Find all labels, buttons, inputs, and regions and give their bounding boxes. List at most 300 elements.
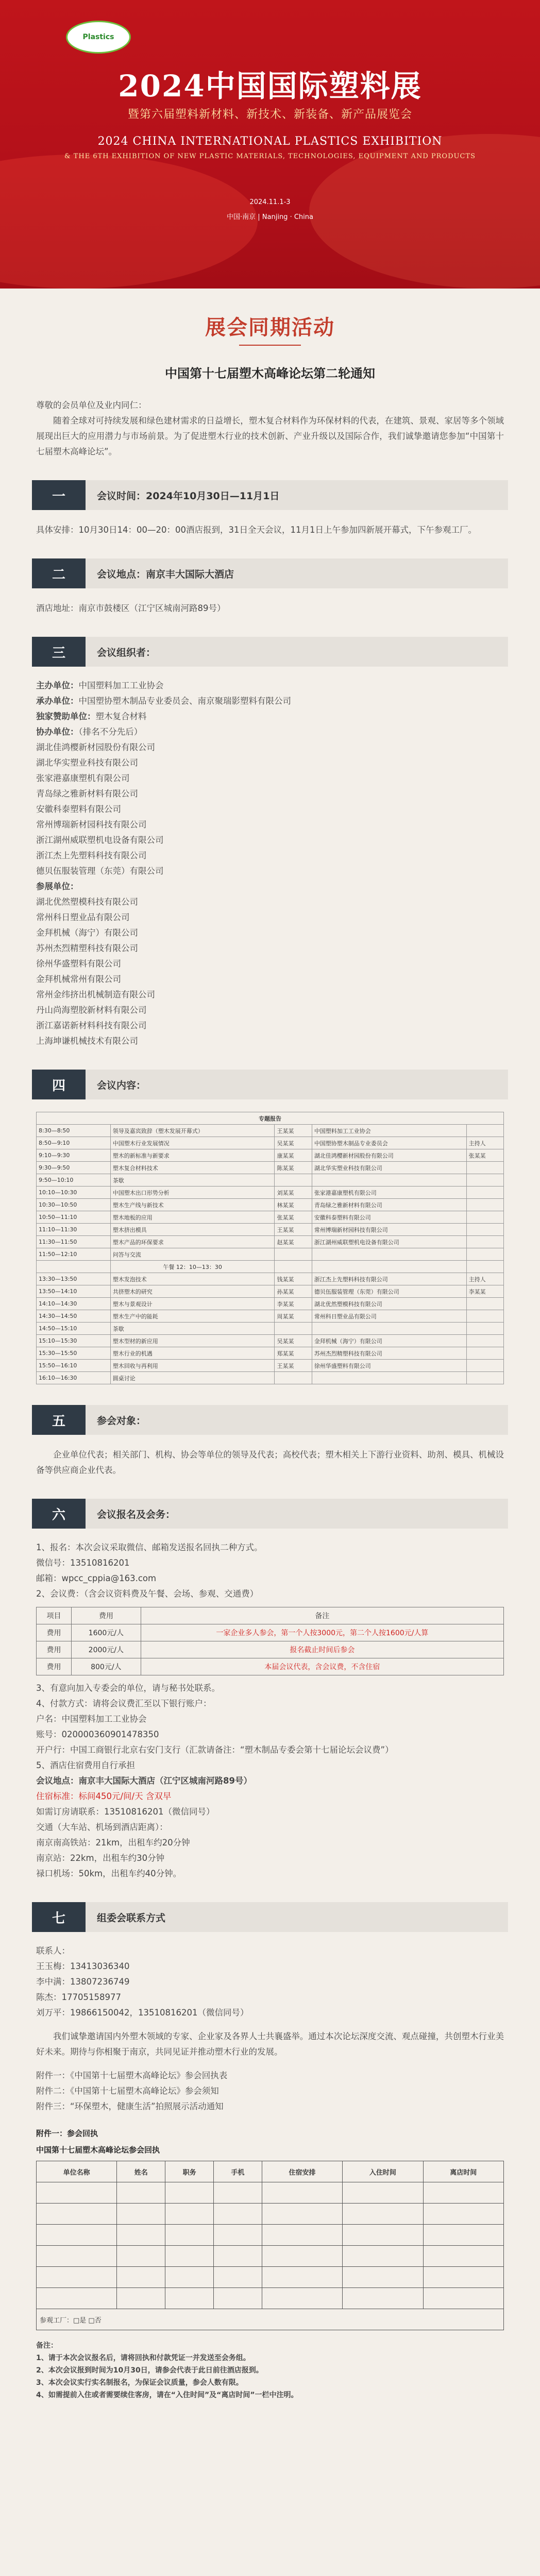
- section-number: 三: [32, 637, 86, 667]
- schedule-row: [37, 1149, 504, 1162]
- payment-line: 3、有意向加入专委会的单位，请与秘书处联系。: [36, 1683, 220, 1693]
- intro-greeting: 尊敬的会员单位及业内同仁：: [36, 400, 147, 410]
- section-5: [32, 1405, 508, 1435]
- co-organizer-item: 常州博瑞新材园科技有限公司: [36, 820, 147, 829]
- schedule-cell: [466, 1199, 503, 1211]
- section-title: 会议时间：2024年10月30日—11月1日: [86, 480, 508, 510]
- co-organizer-item: 上海坤谦机械技术有限公司: [36, 1036, 138, 1046]
- schedule-cell: 11:30—11:50: [37, 1236, 111, 1248]
- fee-col-header: 备注: [141, 1607, 503, 1624]
- schedule-cell: 康某某: [275, 1149, 312, 1162]
- schedule-cell: 徐州华盛塑料有限公司: [312, 1360, 466, 1372]
- payment-line: 住宿标准：标间450元/间/天 含双早: [36, 1791, 172, 1801]
- schedule-cell: [466, 1162, 503, 1174]
- schedule-cell: 10:10—10:30: [37, 1187, 111, 1199]
- reg-cell[interactable]: [37, 2182, 117, 2204]
- schedule-cell: 11:10—11:30: [37, 1224, 111, 1236]
- schedule-cell: 15:30—15:50: [37, 1347, 111, 1360]
- schedule-row: [37, 1248, 504, 1261]
- schedule-cell: [312, 1323, 466, 1335]
- schedule-row: [37, 1199, 504, 1211]
- schedule-cell: 8:30—8:50: [37, 1125, 111, 1137]
- hero-subtitle: 暨第六届塑料新材料、新技术、新装备、新产品展览会: [127, 108, 412, 121]
- fee-cell: 2000元/人: [71, 1641, 141, 1658]
- s2-text: 酒店地址：南京市鼓楼区（江宁区城南河路89号）: [36, 603, 226, 613]
- attachment-item: 附件三：“环保塑木，健康生活”拍照展示活动通知: [36, 2102, 224, 2111]
- schedule-cell: 塑木地板的应用: [110, 1211, 275, 1224]
- reg-empty-row[interactable]: [37, 2182, 504, 2204]
- schedule-cell: 13:30—13:50: [37, 1273, 111, 1285]
- schedule-cell: 塑木与景观设计: [110, 1298, 275, 1310]
- schedule-cell: 吴某某: [275, 1335, 312, 1347]
- reg-cell[interactable]: [423, 2182, 503, 2204]
- schedule-cell: 德贝伍服装管理（东莞）有限公司: [312, 1285, 466, 1298]
- co-organizer-item: 丹山尚海塑胶新材料有限公司: [36, 1005, 147, 1015]
- schedule-row: [37, 1236, 504, 1248]
- schedule-cell: 钱某某: [275, 1273, 312, 1285]
- organizer-row: 承办单位：中国塑协塑木制品专业委员会、南京聚瑞影塑料有限公司: [36, 696, 291, 706]
- reg-cell[interactable]: [165, 2246, 214, 2267]
- notes: [36, 2340, 504, 2401]
- closing-text: 我们诚挚邀请国内外塑木领域的专家、企业家及各界人士共襄盛举。通过本次论坛深度交流、观点碰撞，共创塑木行业美好未来。期待与你相聚于南京，共同见证并推动塑木行业的发展。: [36, 2031, 504, 2057]
- reg-cell[interactable]: [165, 2225, 214, 2246]
- schedule-cell: 李某某: [275, 1298, 312, 1310]
- reg-cell[interactable]: [343, 2246, 423, 2267]
- schedule-cell: [466, 1187, 503, 1199]
- reg-cell[interactable]: [165, 2267, 214, 2288]
- contact-line: 陈杰：17705158977: [36, 1992, 121, 2002]
- notes-title: 备注：: [36, 2342, 58, 2350]
- hero-en-subtitle: & THE 6TH EXHIBITION OF NEW PLASTIC MATERIALS, TECHNOLOGIES, EQUIPMENT AND PRODUCTS: [64, 152, 476, 160]
- schedule-row: [37, 1360, 504, 1372]
- co-organizer-list: [36, 740, 504, 1049]
- co-organizer-item: 浙江湖州威联塑机电设备有限公司: [36, 835, 164, 845]
- intro: [36, 398, 504, 460]
- organizer-row: 协办单位：（排名不分先后）: [36, 727, 143, 737]
- section-number: 五: [32, 1405, 86, 1435]
- notice-title: 中国第十七届塑木高峰论坛第二轮通知: [165, 366, 375, 381]
- schedule-row: [37, 1125, 504, 1137]
- co-organizer-item: 湖北佳鸿樱新材园股份有限公司: [36, 742, 155, 752]
- reg-cell[interactable]: [37, 2288, 117, 2309]
- schedule-cell: [466, 1310, 503, 1323]
- section-1: [32, 480, 508, 510]
- reg-col-header: 入住时间: [343, 2161, 423, 2182]
- note-line: 3、本次会议实行实名制报名，为保证会议质量，参会人数有限。: [36, 2379, 243, 2387]
- hero-en-title: 2024 CHINA INTERNATIONAL PLASTICS EXHIBITION: [97, 135, 443, 148]
- schedule-cell: [466, 1224, 503, 1236]
- schedule-cell: 赵某某: [275, 1236, 312, 1248]
- schedule-cell: [275, 1248, 312, 1261]
- fee-cell: 报名截止时间后参会: [141, 1641, 503, 1658]
- schedule-cell: [275, 1323, 312, 1335]
- payment-line: 会议地点：南京丰大国际大酒店（江宁区城南河路89号）: [36, 1776, 252, 1786]
- schedule-cell: [466, 1261, 503, 1273]
- payment-line: 4、付款方式：请将会议费汇至以下银行账户：: [36, 1699, 212, 1708]
- attachment-item: 附件二：《中国第十七届塑木高峰论坛》参会须知: [36, 2086, 219, 2096]
- schedule-cell: 湖北华实塑业科技有限公司: [312, 1162, 466, 1174]
- schedule-cell: [466, 1236, 503, 1248]
- schedule-cell: 共挤塑木的研究: [110, 1285, 275, 1298]
- s5-text: 企业单位代表；相关部门、机构、协会等单位的领导及代表；高校代表；塑木相关上下游行业资料、助剂、模具、机械设备等供应商企业代表。: [36, 1450, 504, 1475]
- schedule-cell: 9:50—10:10: [37, 1174, 111, 1187]
- reg-empty-row[interactable]: [37, 2288, 504, 2309]
- reg-cell[interactable]: [262, 2288, 342, 2309]
- schedule-cell: 塑木发泡技术: [110, 1273, 275, 1285]
- schedule-row: [37, 1273, 504, 1285]
- reg-cell[interactable]: [214, 2246, 262, 2267]
- schedule-cell: 塑木挤出模具: [110, 1224, 275, 1236]
- schedule-cell: 圆桌讨论: [110, 1372, 275, 1384]
- schedule-cell: 茶歇: [110, 1323, 275, 1335]
- co-organizer-item: 苏州杰烈精塑科技有限公司: [36, 943, 138, 953]
- schedule-cell: 9:10—9:30: [37, 1149, 111, 1162]
- section-title: 组委会联系方式: [86, 1902, 508, 1932]
- reg-cell[interactable]: [117, 2204, 165, 2225]
- schedule-cell: 中国塑料加工工业协会: [312, 1125, 466, 1137]
- note-line: 4、如需提前入住或者需要续住客房，请在“入住时间”及“离店时间”一栏中注明。: [36, 2391, 298, 2399]
- schedule-cell: 14:30—14:50: [37, 1310, 111, 1323]
- reg-col-header: 职务: [165, 2161, 214, 2182]
- reg-col-header: 住宿安排: [262, 2161, 342, 2182]
- hero-venue: 中国·南京 | Nanjing · China: [227, 213, 313, 221]
- schedule-cell: 塑木复合材料技术: [110, 1162, 275, 1174]
- schedule-cell: 李某某: [466, 1285, 503, 1298]
- reg-cell[interactable]: [165, 2288, 214, 2309]
- section-3: [32, 637, 508, 667]
- reg-cell[interactable]: [423, 2246, 503, 2267]
- schedule-cell: 常州科日塑业品有限公司: [312, 1310, 466, 1323]
- reg-cell[interactable]: [343, 2288, 423, 2309]
- co-organizer-item: 徐州华盛塑料有限公司: [36, 959, 121, 969]
- schedule-row: [37, 1372, 504, 1384]
- co-organizer-item: 浙江杰上先塑料科技有限公司: [36, 851, 147, 860]
- reg-empty-row[interactable]: [37, 2225, 504, 2246]
- reg-cell[interactable]: [117, 2267, 165, 2288]
- payment-line: 户名：中国塑料加工工业协会: [36, 1714, 147, 1724]
- s1-text: 具体安排：10月30日14：00—20：00酒店报到，31日全天会议，11月1日上午参加四新展开幕式，下午参观工厂。: [36, 525, 477, 535]
- fee-cell: 费用: [37, 1624, 72, 1641]
- co-organizer-item: 湖北优然塑模科技有限公司: [36, 897, 138, 907]
- schedule-cell: 16:10—16:30: [37, 1372, 111, 1384]
- hero-banner: [0, 0, 540, 289]
- schedule-cell: 张某某: [275, 1211, 312, 1224]
- schedule-row: [37, 1137, 504, 1149]
- co-organizer-item: 湖北华实塑业科技有限公司: [36, 758, 138, 768]
- schedule-cell: 15:10—15:30: [37, 1335, 111, 1347]
- factory-visit-option[interactable]: 参观工厂：□是 □否: [37, 2309, 504, 2330]
- schedule-cell: 湖北佳鸿樱新材园股份有限公司: [312, 1149, 466, 1162]
- schedule-cell: 孙某某: [275, 1285, 312, 1298]
- section-6: [32, 1499, 508, 1529]
- fee-row: [37, 1641, 504, 1658]
- schedule-cell: 主持人: [466, 1273, 503, 1285]
- schedule-cell: 主持人: [466, 1137, 503, 1149]
- schedule-row: [37, 1347, 504, 1360]
- organizer-list: [36, 678, 504, 1049]
- schedule-cell: 午餐 12：10—13：30: [110, 1261, 275, 1273]
- schedule-cell: 塑木型材的新应用: [110, 1335, 275, 1347]
- reg-cell[interactable]: [117, 2288, 165, 2309]
- schedule-cell: 王某某: [275, 1125, 312, 1137]
- contact-list: [36, 1943, 504, 2021]
- registration-line: 2、会议费：（含会议资料费及午餐、会场、参观、交通费）: [36, 1589, 259, 1599]
- reg-cell[interactable]: [117, 2246, 165, 2267]
- schedule-row: [37, 1162, 504, 1174]
- contact-line: 王玉梅：13413036340: [36, 1961, 130, 1971]
- reg-cell[interactable]: [117, 2182, 165, 2204]
- hero-date: 2024.11.1-3: [249, 198, 291, 206]
- schedule-cell: 浙江杰上先塑料科技有限公司: [312, 1273, 466, 1285]
- registration-form: [36, 2161, 504, 2330]
- co-organizer-item: 安徽科泰塑料有限公司: [36, 804, 121, 814]
- reg-cell[interactable]: [262, 2225, 342, 2246]
- schedule-cell: 15:50—16:10: [37, 1360, 111, 1372]
- schedule-cell: [466, 1335, 503, 1347]
- registration-line: 微信号：13510816201: [36, 1558, 130, 1568]
- fee-col-header: 费用: [71, 1607, 141, 1624]
- schedule-cell: [275, 1174, 312, 1187]
- fee-cell: 一家企业多人参会，第一个人按3000元，第二个人按1600元/人算: [141, 1624, 503, 1641]
- schedule-cell: 青岛绿之雅新材料有限公司: [312, 1199, 466, 1211]
- intro-body: 随着全球对可持续发展和绿色建材需求的日益增长，塑木复合材料作为环保材料的代表，在建筑、景观、家居等多个领域展现出巨大的应用潜力与市场前景。为了促进塑木行业的技术创新、产业升级以及国际合作，我们诚挚邀请您参加“中国第十七届塑木高峰论坛”。: [36, 416, 504, 456]
- schedule-header: 专题报告: [37, 1112, 504, 1125]
- reg-cell[interactable]: [37, 2246, 117, 2267]
- reg-cell[interactable]: [37, 2225, 117, 2246]
- schedule-cell: [466, 1248, 503, 1261]
- payment-line: 禄口机场：50km，出租车约40分钟。: [36, 1869, 182, 1878]
- reg-cell[interactable]: [343, 2267, 423, 2288]
- payment-line: 如需订房请联系：13510816201（微信同号）: [36, 1807, 215, 1817]
- reg-cell[interactable]: [214, 2182, 262, 2204]
- reg-cell[interactable]: [214, 2288, 262, 2309]
- schedule-cell: [466, 1174, 503, 1187]
- schedule-cell: [466, 1211, 503, 1224]
- schedule-cell: [466, 1125, 503, 1137]
- expo-logo: Plastics: [66, 21, 131, 54]
- note-line: 2、本次会议报到时间为10月30日，请参会代表于此日前往酒店报到。: [36, 2366, 263, 2375]
- reg-cell[interactable]: [262, 2267, 342, 2288]
- schedule-cell: 安徽科泰塑料有限公司: [312, 1211, 466, 1224]
- schedule-cell: 张家港嘉康塑机有限公司: [312, 1187, 466, 1199]
- organizer-row: 主办单位：中国塑料加工工业协会: [36, 681, 164, 690]
- schedule-cell: 郑某某: [275, 1347, 312, 1360]
- reg-cell[interactable]: [423, 2225, 503, 2246]
- section-number: 四: [32, 1070, 86, 1099]
- section-2: [32, 558, 508, 588]
- reg-empty-row[interactable]: [37, 2267, 504, 2288]
- schedule-row: [37, 1323, 504, 1335]
- schedule-row: [37, 1211, 504, 1224]
- reg-cell[interactable]: [214, 2225, 262, 2246]
- reg-cell[interactable]: [262, 2182, 342, 2204]
- registration-info: [36, 1540, 504, 1602]
- schedule-table: [36, 1112, 504, 1384]
- section-title: 会议地点：南京丰大国际大酒店: [86, 558, 508, 588]
- reg-col-header: 单位名称: [37, 2161, 117, 2182]
- schedule-row: [37, 1285, 504, 1298]
- reg-cell[interactable]: [423, 2288, 503, 2309]
- section-4: [32, 1070, 508, 1099]
- reg-cell[interactable]: [214, 2267, 262, 2288]
- schedule-cell: 塑木产品的环保要求: [110, 1236, 275, 1248]
- attachment-item: 附件一：《中国第十七届塑木高峰论坛》参会回执表: [36, 2071, 228, 2080]
- reg-cell[interactable]: [165, 2204, 214, 2225]
- reg-cell[interactable]: [37, 2267, 117, 2288]
- registration-form-title: 中国第十七届塑木高峰论坛参会回执: [36, 2145, 160, 2155]
- schedule-cell: 11:50—12:10: [37, 1248, 111, 1261]
- section-number: 一: [32, 480, 86, 510]
- schedule-cell: 刘某某: [275, 1187, 312, 1199]
- section-title: 会议组织者：: [86, 637, 508, 667]
- reg-cell[interactable]: [343, 2182, 423, 2204]
- payment-line: 南京南高铁站：21km，出租车约20分钟: [36, 1838, 190, 1848]
- activity-title: 展会同期活动: [205, 316, 335, 340]
- fee-row: [37, 1624, 504, 1641]
- schedule-cell: 10:30—10:50: [37, 1199, 111, 1211]
- co-organizer-item: 常州金纬挤出机械制造有限公司: [36, 990, 155, 999]
- section-title: 参会对象：: [86, 1405, 508, 1435]
- registration-line: 1、报名：本次会议采取微信、邮箱发送报名回执二种方式。: [36, 1543, 263, 1552]
- organizer-row: 独家赞助单位：塑木复合材料: [36, 711, 147, 721]
- schedule-cell: [466, 1323, 503, 1335]
- reg-cell[interactable]: [262, 2204, 342, 2225]
- schedule-cell: [466, 1372, 503, 1384]
- co-organizer-item: 张家港嘉康塑机有限公司: [36, 773, 130, 783]
- section-number: 六: [32, 1499, 86, 1529]
- reg-col-header: 离店时间: [423, 2161, 503, 2182]
- schedule-cell: 林某某: [275, 1199, 312, 1211]
- schedule-cell: 张某某: [466, 1149, 503, 1162]
- note-line: 1、请于本次会议报名后，请将回执和付款凭证一并发送至会务组。: [36, 2354, 250, 2362]
- payment-line: 账号：020000360901478350: [36, 1730, 159, 1739]
- schedule-cell: [275, 1372, 312, 1384]
- section-7: [32, 1902, 508, 1932]
- contact-line: 李中满：13807236749: [36, 1977, 130, 1987]
- reg-cell[interactable]: [423, 2204, 503, 2225]
- co-organizer-item: 德贝伍服装管理（东莞）有限公司: [36, 866, 164, 876]
- schedule-row: [37, 1224, 504, 1236]
- co-organizer-item: 金拜机械（海宁）有限公司: [36, 928, 138, 938]
- schedule-cell: 中国塑协塑木制品专业委员会: [312, 1137, 466, 1149]
- schedule-cell: 王某某: [275, 1224, 312, 1236]
- schedule-cell: [466, 1298, 503, 1310]
- section-number: 七: [32, 1902, 86, 1932]
- reg-cell[interactable]: [423, 2267, 503, 2288]
- schedule-cell: [312, 1174, 466, 1187]
- schedule-cell: [312, 1372, 466, 1384]
- schedule-cell: 13:50—14:10: [37, 1285, 111, 1298]
- payment-line: 5、酒店住宿费用自行承担: [36, 1760, 135, 1770]
- schedule-cell: 塑木的新标准与新要求: [110, 1149, 275, 1162]
- co-organizer-item: 常州科日塑业品有限公司: [36, 912, 130, 922]
- schedule-cell: 塑木行业的机遇: [110, 1347, 275, 1360]
- schedule-cell: [312, 1261, 466, 1273]
- schedule-cell: 10:50—11:10: [37, 1211, 111, 1224]
- fee-cell: 1600元/人: [71, 1624, 141, 1641]
- schedule-cell: 领导及嘉宾致辞（塑木发展开幕式）: [110, 1125, 275, 1137]
- reg-col-header: 姓名: [117, 2161, 165, 2182]
- co-organizer-item: 金拜机械常州有限公司: [36, 974, 121, 984]
- schedule-cell: 8:50—9:10: [37, 1137, 111, 1149]
- schedule-cell: 14:10—14:30: [37, 1298, 111, 1310]
- schedule-cell: 中国塑木行业发展情况: [110, 1137, 275, 1149]
- contact-line: 联系人：: [36, 1946, 70, 1956]
- schedule-row: [37, 1298, 504, 1310]
- attachment-list: [36, 2068, 504, 2114]
- payment-line: 交通（大车站、机场到酒店距离）：: [36, 1822, 168, 1832]
- reg-cell[interactable]: [343, 2225, 423, 2246]
- registration-line: 邮箱：wpcc_cppia@163.com: [36, 1573, 157, 1583]
- schedule-cell: 湖北优然塑模科技有限公司: [312, 1298, 466, 1310]
- payment-line: 开户行：中国工商银行北京右安门支行（汇款请备注：“塑木制品专委会第十七届论坛会议费”）: [36, 1745, 394, 1755]
- schedule-cell: 周某某: [275, 1310, 312, 1323]
- fee-cell: 费用: [37, 1641, 72, 1658]
- schedule-cell: 问答与交流: [110, 1248, 275, 1261]
- schedule-cell: [312, 1248, 466, 1261]
- schedule-row: [37, 1261, 504, 1273]
- schedule-cell: 吴某某: [275, 1137, 312, 1149]
- co-organizer-item: 浙江嘉诺新材料科技有限公司: [36, 1021, 147, 1030]
- fee-cell: 费用: [37, 1658, 72, 1675]
- schedule-cell: [37, 1261, 111, 1273]
- schedule-cell: 14:50—15:10: [37, 1323, 111, 1335]
- schedule-cell: 王某某: [275, 1360, 312, 1372]
- fee-row: [37, 1658, 504, 1675]
- attachment-label: 附件一：参会回执: [36, 2129, 98, 2138]
- reg-cell[interactable]: [262, 2246, 342, 2267]
- schedule-cell: [466, 1360, 503, 1372]
- title-underline: [239, 345, 301, 346]
- schedule-cell: 茶歇: [110, 1174, 275, 1187]
- schedule-cell: 常州博瑞新材园科技有限公司: [312, 1224, 466, 1236]
- fee-cell: 本届会议代表，含会议费，不含住宿: [141, 1658, 503, 1675]
- schedule-row: [37, 1310, 504, 1323]
- hero-title: 2024中国国际塑料展: [118, 69, 422, 104]
- reg-cell[interactable]: [37, 2204, 117, 2225]
- contact-line: 刘万平：19866150042，13510816201（微信同号）: [36, 2008, 249, 2018]
- reg-cell[interactable]: [343, 2204, 423, 2225]
- schedule-row: [37, 1335, 504, 1347]
- schedule-cell: 苏州杰烈精塑科技有限公司: [312, 1347, 466, 1360]
- fee-cell: 800元/人: [71, 1658, 141, 1675]
- section-number: 二: [32, 558, 86, 588]
- reg-cell[interactable]: [165, 2182, 214, 2204]
- schedule-cell: 中国塑木出口形势分析: [110, 1187, 275, 1199]
- reg-cell[interactable]: [214, 2204, 262, 2225]
- reg-cell[interactable]: [117, 2225, 165, 2246]
- fee-table: [36, 1607, 504, 1675]
- schedule-cell: 金拜机械（海宁）有限公司: [312, 1335, 466, 1347]
- schedule-cell: 塑木回收与再利用: [110, 1360, 275, 1372]
- section-title: 会议内容：: [86, 1070, 508, 1099]
- schedule-cell: [466, 1347, 503, 1360]
- reg-empty-row[interactable]: [37, 2246, 504, 2267]
- payment-line: 南京站：22km，出租车约30分钟: [36, 1853, 165, 1863]
- co-organizer-item: 参展单位：: [36, 882, 79, 891]
- section-title: 会议报名及会务：: [86, 1499, 508, 1529]
- co-organizer-item: 青岛绿之雅新材料有限公司: [36, 789, 138, 799]
- schedule-cell: 塑木生产中的能耗: [110, 1310, 275, 1323]
- reg-empty-row[interactable]: [37, 2204, 504, 2225]
- schedule-cell: [275, 1261, 312, 1273]
- payment-info: [36, 1681, 504, 1882]
- fee-col-header: 项目: [37, 1607, 72, 1624]
- schedule-cell: 浙江湖州威联塑机电设备有限公司: [312, 1236, 466, 1248]
- schedule-cell: 陈某某: [275, 1162, 312, 1174]
- schedule-row: [37, 1187, 504, 1199]
- reg-col-header: 手机: [214, 2161, 262, 2182]
